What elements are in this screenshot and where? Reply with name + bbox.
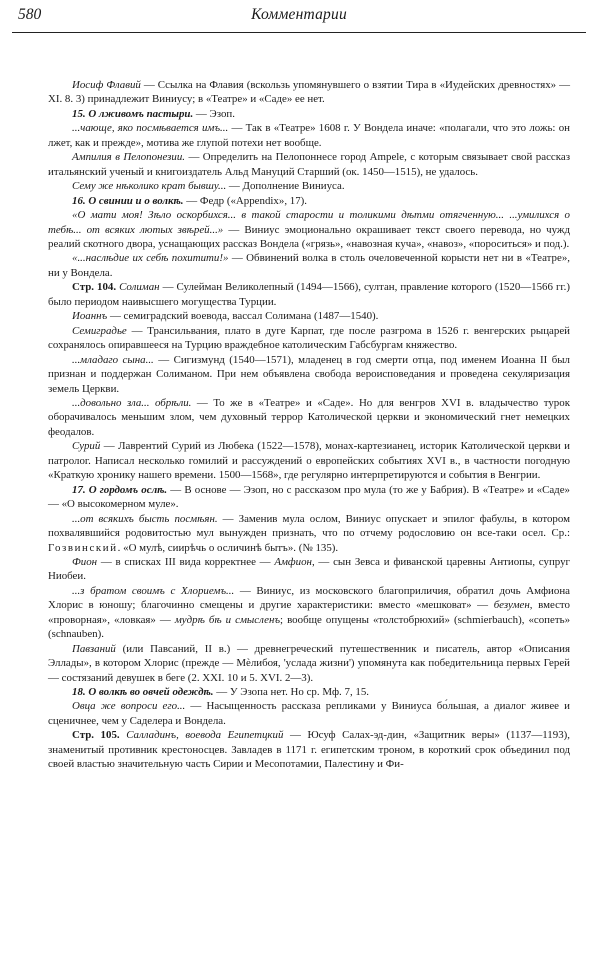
commentary-paragraph <box>48 728 570 771</box>
lemma-text: Амфион <box>274 555 312 568</box>
comment-text: — Ссылка на Флавия (вскользь упомянувшего о взятии Тира в «Иудейских древностях» — XI. 8. 3) принадлежит Виниусу; в «Театре» и «Саде» ее нет. <box>48 79 571 106</box>
comment-text: — Лаврентий Сурий из Любека (1522—1578), монах-картезианец, историк Католической церкви и патролог. Написал несколько гомилий и рассуждений о европейских событиях XVI в., в частности погодную «Краткую хронику нашего времени. 1500—1568», где регулярно интерпретируются и события в Венгрии. <box>48 440 570 482</box>
entry-heading: Стр. 105. <box>72 729 120 742</box>
comment-text: — Федр («Appendix», 17). <box>183 194 308 207</box>
commentary-paragraph <box>48 179 570 193</box>
comment-text: — То же в «Театре» и «Саде». Но для венгров XVI в. владычество турок оборачивалось меньшим злом, чем духовный террор Католической церкви и экономический гнет немецких феодалов. <box>48 396 570 438</box>
comment-text: — Виниус, из московского благоприличия, обратил дочь Амфиона Хлорис в юношу; благочинно смещены и другие характеристики: вместо «мешковат» — <box>48 584 570 612</box>
comment-text: — Определить на Пелопоннесе город Ampele, с которым связывает свой рассказ итальянский ученый и книгоиздатель Альд Мануций Старший (ок. 1450—1515), не удалось. <box>48 151 570 178</box>
comment-text: — Сигизмунд (1540—1571), младенец в год смерти отца, под именем Иоанна II был признан и поддержан Солиманом. При нем объявлена свобода вероисповедания и проведена секуляризация земель Церкви. <box>48 353 570 395</box>
comment-text: — Юсуф Салах-эд-дин, «Защитник веры» (1137—1193), знаменитый противник крестоносцев. Завладев в 1171 г. египетским троном, в короткий срок объединил под своей властью значительную часть Сирии и Месопотамии, Палестину и Фи- <box>48 729 570 771</box>
commentary-paragraph <box>48 208 570 251</box>
comment-text: — Насыщенность рассказа репликами у Виниуса бо́льшая, а диалог живее и сценичнее, чем у Саделера и Вондела. <box>48 700 570 727</box>
comment-text: — Виниус эмоционально окрашивает текст своего перевода, но чужд реалий скотного двора, уснащающих рассказ Вондела («грязь», «навозная куча», «навоз», «пороситься» и под.). <box>48 223 570 250</box>
lemma-text: ...младаго сына... <box>72 353 154 366</box>
lemma-text: «...наслѣдие их себѣ похитити!» <box>72 252 229 265</box>
commentary-paragraph <box>48 324 570 353</box>
comment-text: — Дополнение Виниуса. <box>226 180 345 193</box>
comment-text: — Трансильвания, плато в дуге Карпат, где после разгрома в 1526 г. венгерских рыцарей сохранялось опиравшееся на Турцию враждебное католическим Габсбургам княжество. <box>48 324 570 352</box>
commentary-paragraph <box>48 194 570 208</box>
commentary-paragraph <box>48 78 570 107</box>
commentary-paragraph <box>48 512 570 555</box>
lemma-text: ...з братом своимъ с Хлориемъ... <box>72 584 235 597</box>
page-header <box>12 4 586 33</box>
entry-heading: 15. О лживомъ пастыри. <box>72 107 194 120</box>
commentary-paragraph <box>48 150 570 179</box>
commentary-paragraph <box>48 280 570 309</box>
lemma-text: ...довольно зла... обрѣли. <box>72 396 192 409</box>
comment-text: Гозвинский <box>48 541 118 554</box>
commentary-paragraph <box>48 439 570 482</box>
commentary-paragraph <box>48 353 570 396</box>
comment-text: — Так в «Театре» 1608 г. У Вондела иначе: «полагали, что это ложь: он лжет, как и прежде», мотива же глупой потехи нет вообще. <box>48 122 570 149</box>
comment-text: — семиградский воевода, вассал Солимана (1487—1540). <box>107 310 379 323</box>
lemma-text: ...чающе, яко посмѣвается имъ... <box>72 122 229 135</box>
comment-text: — У Эзопа нет. Но ср. Мф. 7, 15. <box>213 686 370 699</box>
lemma-text: Сурий <box>72 440 101 453</box>
comment-text: — В основе — Эзоп, но с рассказом про мула (то же у Бабрия). В «Театре» и «Саде» — «О высокомерном муле». <box>48 483 570 511</box>
comment-text: — Эзоп. <box>193 107 235 120</box>
commentary-paragraph <box>48 555 570 584</box>
comment-text: . «О мулѣ, сиирѣчь о осличинѣ бытъ». (№ 135). <box>117 541 339 554</box>
comment-text: ; вообще опущены «толстобрюхий» (schmierbauch), «сопеть» (schnauben). <box>48 613 571 641</box>
entry-heading: 16. О свинии и о волкѣ. <box>72 194 184 207</box>
lemma-text: «О мати моя! Зѣло оскорбихся... в такой старости и толиκими дѣтми отягченную... ...умилихся о тебѣ... от всяких лютых звѣрей...» <box>48 209 570 236</box>
commentary-paragraph <box>48 396 570 439</box>
lemma-text: Ампилия в Пелопонезии. <box>72 151 185 164</box>
comment-text: — Сулейман Великолепный (1494—1566), султан, правление которого (1520—1566 гг.) было периодом наивысшего могущества Турции. <box>48 281 571 308</box>
commentary-paragraph <box>48 309 570 323</box>
lemma-text: Сему же нѣколико крат бывшу... <box>72 180 227 193</box>
lemma-text: Солиман <box>119 281 160 294</box>
lemma-text: безумен <box>493 599 530 612</box>
lemma-text: Иосиф Флавий <box>72 79 141 91</box>
lemma-text: Фион <box>72 555 98 568</box>
lemma-text: ...от всякихъ бысть посмѣян. <box>72 512 218 525</box>
commentary-body <box>48 78 570 772</box>
commentary-paragraph <box>48 107 570 121</box>
commentary-paragraph <box>48 483 570 512</box>
lemma-text: мудрѣ бѣ и смысленъ <box>174 613 281 626</box>
entry-heading: 17. О гордомъ ослѣ. <box>72 483 168 496</box>
commentary-paragraph <box>48 642 570 685</box>
lemma-text: Овца же вопроси его... <box>72 700 186 713</box>
commentary-paragraph <box>48 685 570 699</box>
comment-text: (или Павсаний, II в.) — древнегреческий путешественник и писатель, автор «Описания Эллады», в котором Хлорис (прежде — Мѐлибоя, 'услада жизни') упомянута как победительница первых Герей — состязаний девушек в беге (2. XXI. 10 и 5. XVI. 2—3). <box>48 642 570 684</box>
entry-heading: 18. О волкѣ во овчей одеждѣ. <box>72 686 214 699</box>
comment-text: , вместо «проворная», «ловкая» — <box>48 599 570 626</box>
page-number: 580 <box>18 6 42 23</box>
lemma-text: Павзаний <box>72 642 116 655</box>
comment-text: — в списках III вида корректнее — <box>97 555 275 568</box>
running-head: Комментарии <box>251 6 347 23</box>
comment-text: — Обвинений волка в столь очеловеченной корысти нет ни в «Театре», ни у Вондела. <box>48 252 570 279</box>
entry-heading: Стр. 104. <box>72 281 117 294</box>
lemma-text: Иоаннъ <box>72 310 108 323</box>
lemma-text: Семиградье <box>72 324 127 337</box>
lemma-text: Салладинъ, воевода Египетцкий <box>126 729 284 742</box>
commentary-paragraph <box>48 584 570 642</box>
commentary-paragraph <box>48 251 570 280</box>
comment-text: , — сын Зевса и фиванской царевны Антиопы, супруг Ниобеи. <box>48 555 570 583</box>
comment-text: — Заменив мула ослом, Виниус опускает и эпилог фабулы, в котором похвалявшийся родовитостью мул вынужден признать, что по отчему родословию он все-таки осел. Ср.: <box>48 512 571 540</box>
commentary-paragraph <box>48 699 570 728</box>
commentary-paragraph <box>48 121 570 150</box>
